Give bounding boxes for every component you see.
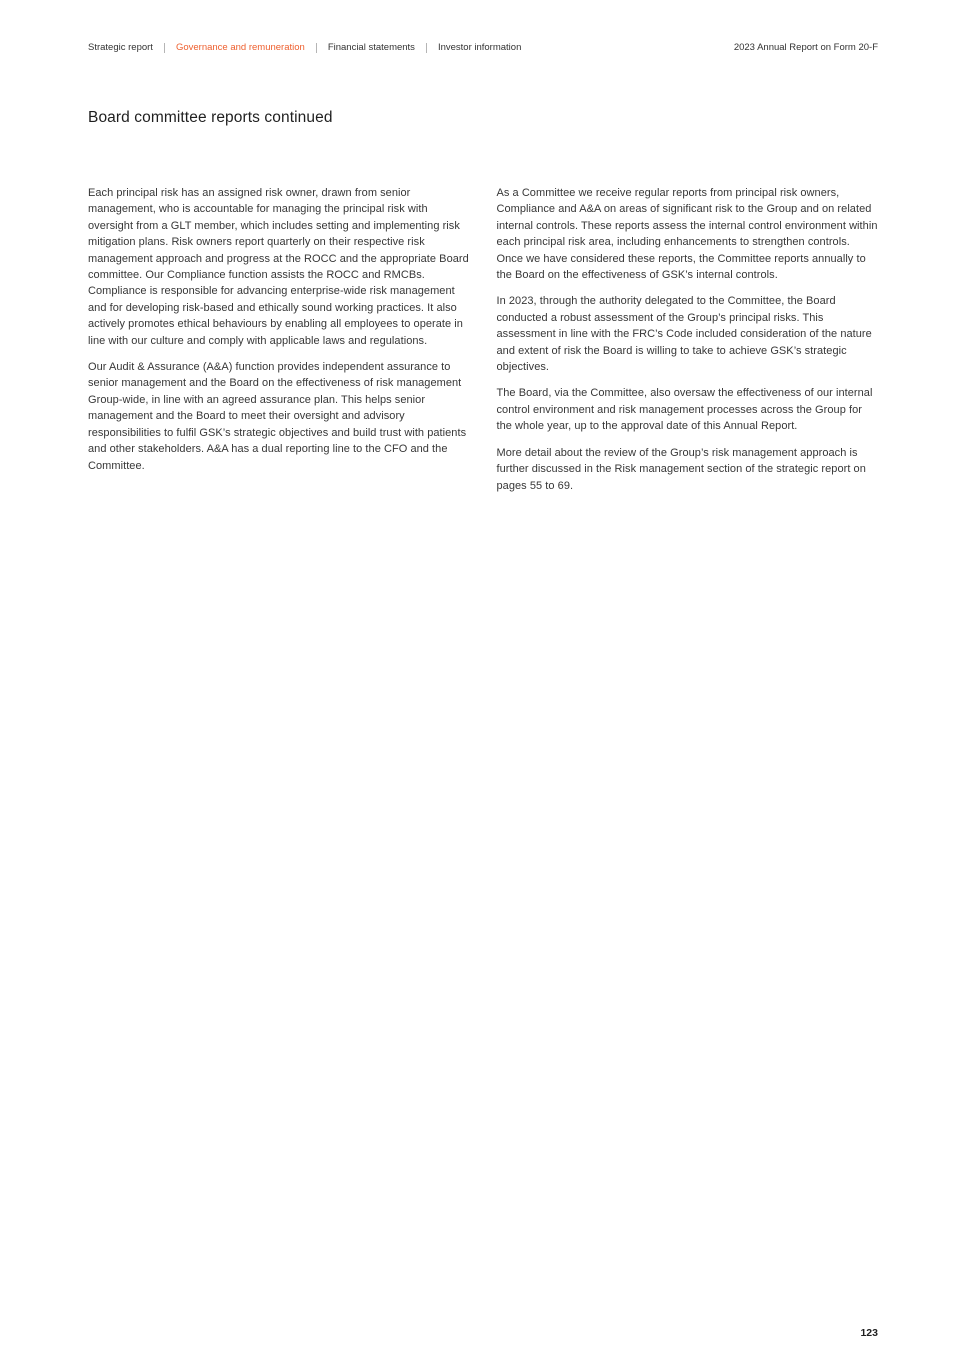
paragraph: As a Committee we receive regular reports from principal risk owners, Compliance and A&A on areas of significant risk to the Group and on related internal controls. These reports assess the internal control environment within each principal risk area, including enhancements to strengthen controls. Once we have considered these reports, the Committee reports annually to the Board on the effectiveness of GSK’s internal controls. xyxy=(496,187,878,282)
paragraph: More detail about the review of the Group’s risk management approach is further discussed in the Risk management section of the strategic report on pages 55 to 69. xyxy=(496,446,866,492)
nav-financial-statements[interactable]: Financial statements xyxy=(327,42,415,53)
body-columns xyxy=(88,185,878,494)
nav-governance-and-remuneration[interactable]: Governance and remuneration xyxy=(175,42,305,53)
paragraph: Our Audit & Assurance (A&A) function provides independent assurance to senior management and the Board on the effectiveness of risk management Group-wide, in line with an agreed assurance plan. This helps senior management and the Board to meet their oversight and advisory responsibilities to fulfil GSK’s strategic objectives and build trust with patients and other stakeholders. A&A has a dual reporting line to the CFO and the Committee. xyxy=(88,361,467,472)
paragraph: Each principal risk has an assigned risk owner, drawn from senior management, who is accountable for managing the principal risk with oversight from a GLT member, which includes setting and implementing risk mitigation plans. Risk owners report quarterly on their respective risk management approach and progress at the ROCC and the appropriate Board committee. Our Compliance function assists the ROCC and RMCBs. Compliance is responsible for advancing enterprise-wide risk management and for developing risk-based and ethically sound working practices. It also actively promotes ethical behaviours by enabling all employees to operate in line with our culture and comply with applicable laws and regulations. xyxy=(88,187,469,347)
right-column xyxy=(497,185,879,494)
page-title: Board committee reports continued xyxy=(88,109,333,126)
page-number: 123 xyxy=(860,1327,878,1339)
report-edition-label: 2023 Annual Report on Form 20-F xyxy=(733,42,878,53)
nav-divider xyxy=(316,43,317,53)
nav-strategic-report[interactable]: Strategic report xyxy=(88,42,153,53)
page-header xyxy=(88,0,878,53)
nav-investor-information[interactable]: Investor information xyxy=(437,42,522,53)
paragraph: The Board, via the Committee, also oversaw the effectiveness of our internal control environment and risk management processes across the Group for the whole year, up to the approval date of this Annual Report. xyxy=(496,387,873,433)
left-column xyxy=(88,185,470,494)
nav-divider xyxy=(164,43,165,53)
paragraph: In 2023, through the authority delegated to the Committee, the Board conducted a robust assessment of the Group’s principal risks. This assessment in line with the FRC’s Code included consideration of the nature and extent of risk the Board is willing to take to achieve GSK’s strategic objectives. xyxy=(496,295,872,374)
nav-divider xyxy=(426,43,427,53)
section-nav xyxy=(88,42,521,53)
